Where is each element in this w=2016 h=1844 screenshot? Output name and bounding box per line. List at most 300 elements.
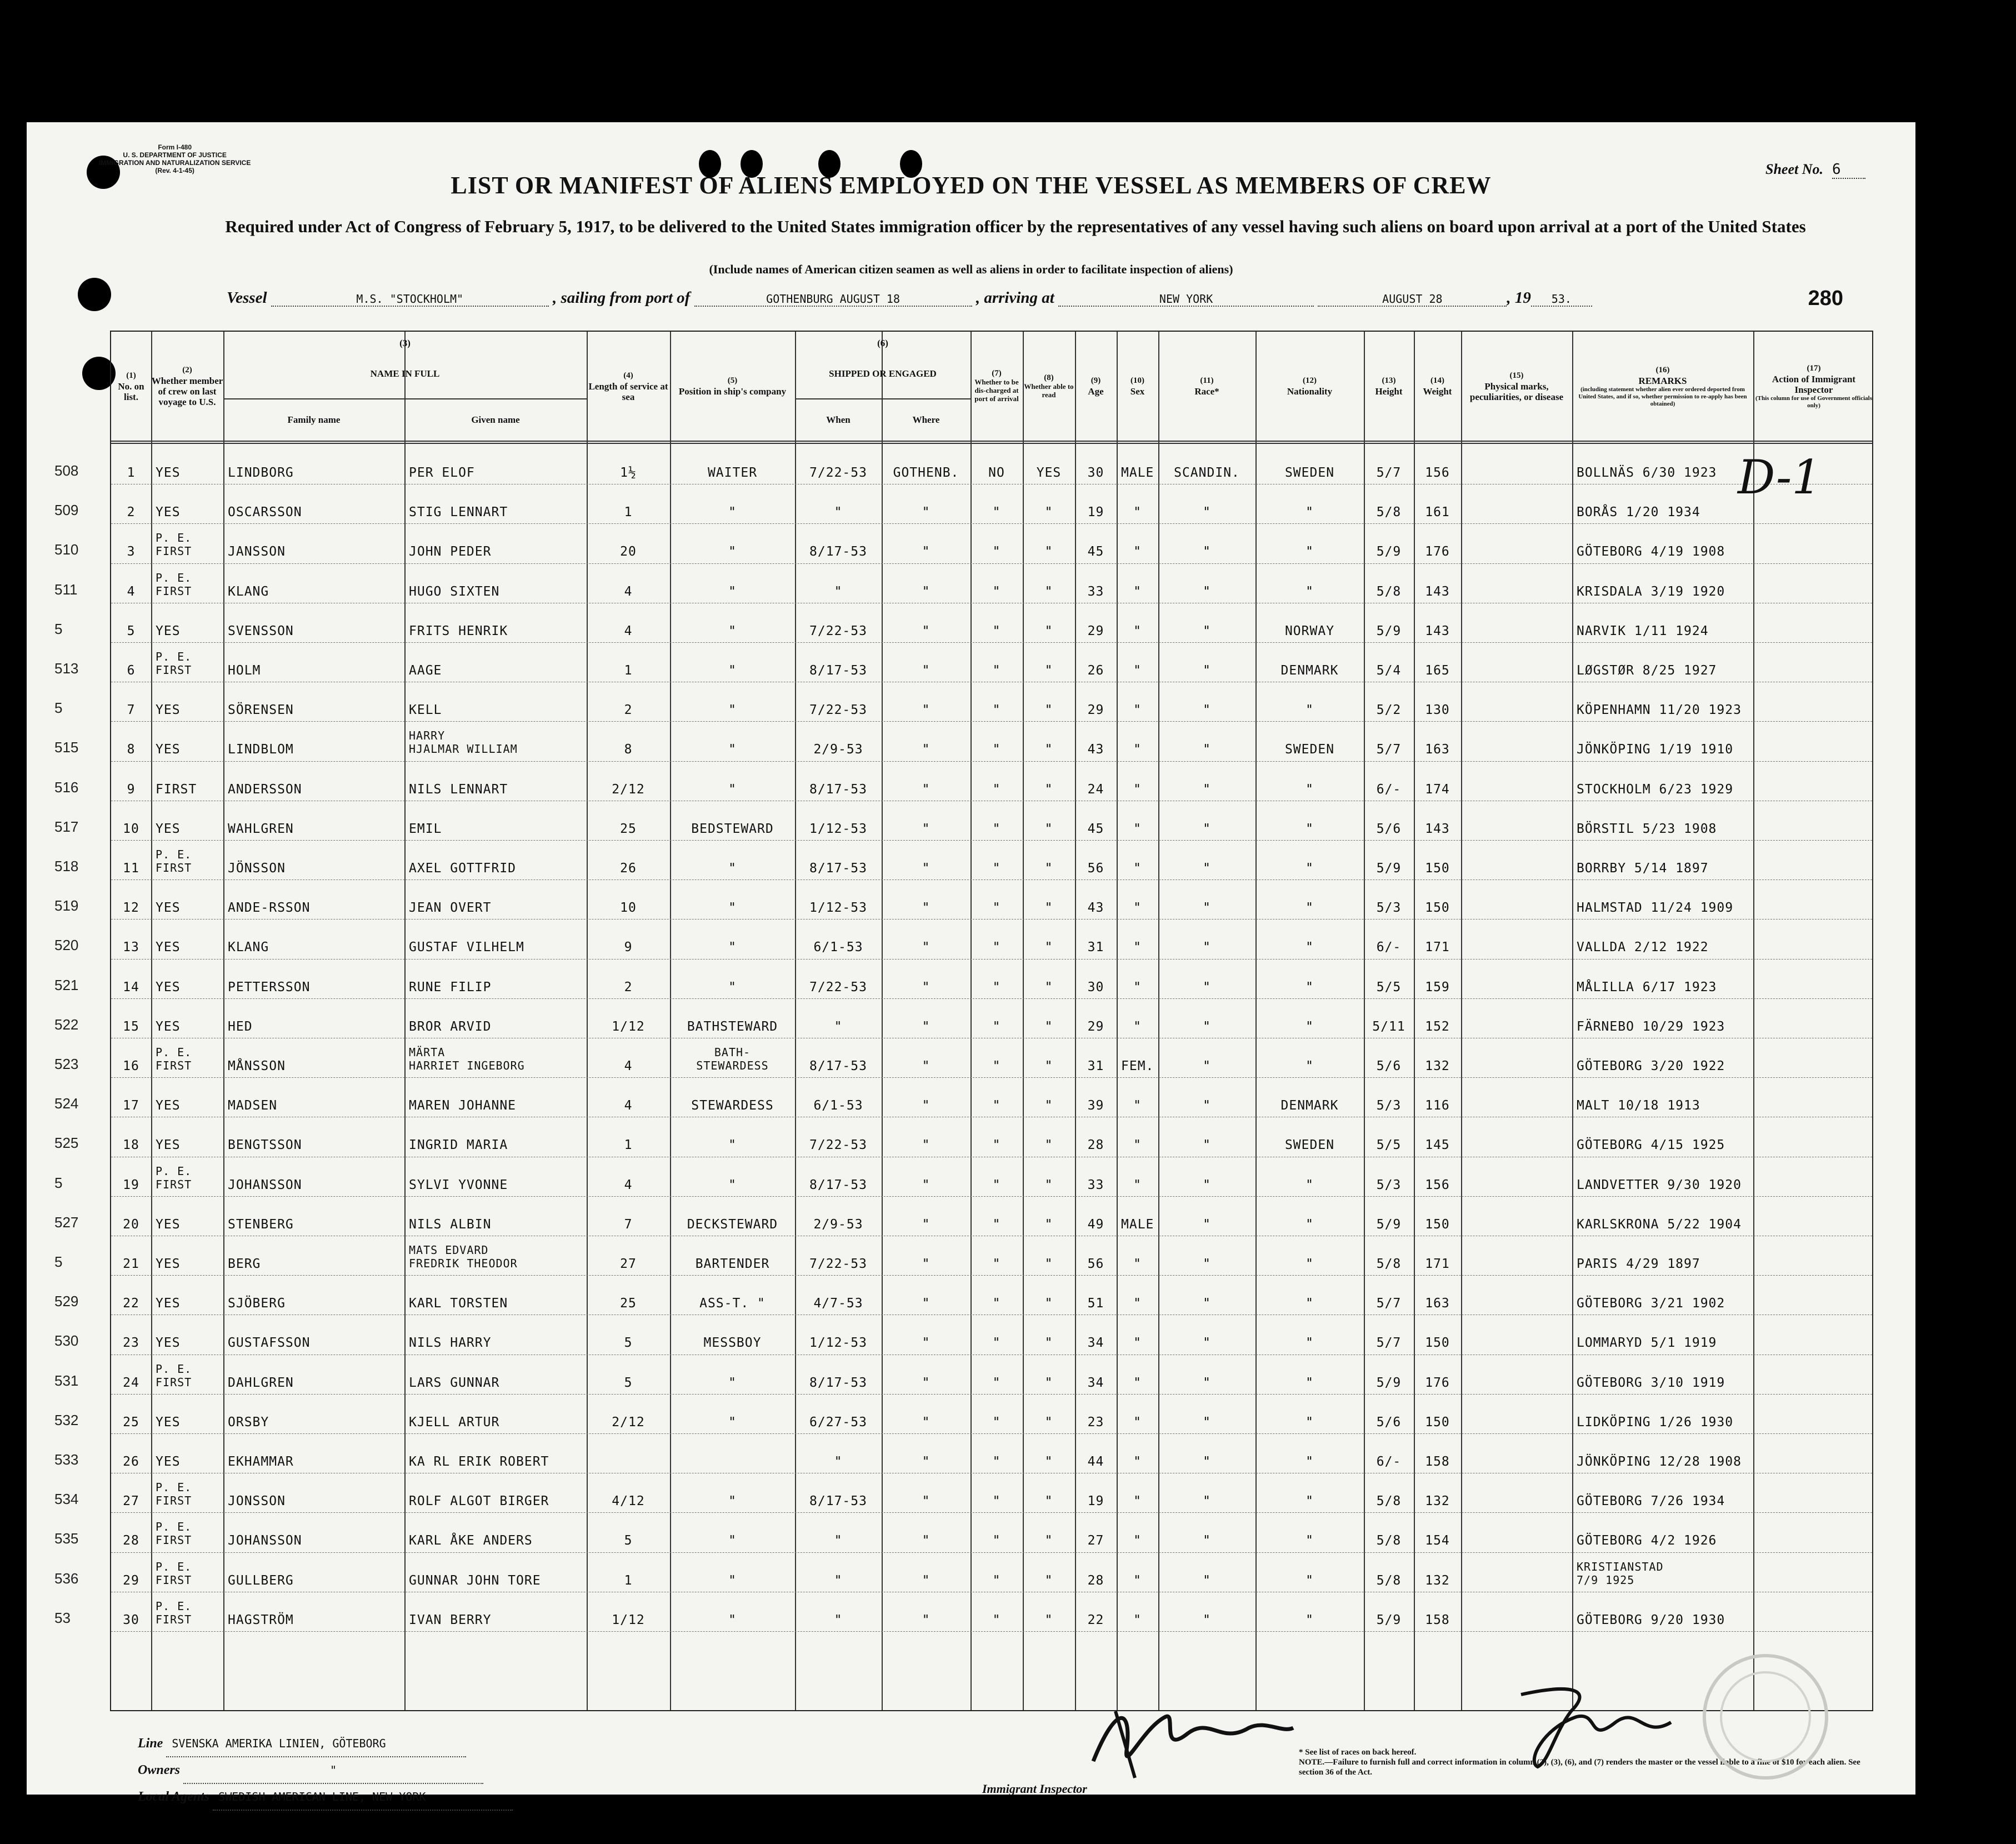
- cell-race: ": [1203, 1455, 1211, 1469]
- cell-no: 17: [123, 1098, 139, 1113]
- cell-dis: ": [992, 1257, 1001, 1271]
- margin-number: 520: [54, 937, 79, 954]
- cell-where: ": [922, 1217, 931, 1232]
- margin-number: 53: [54, 1609, 71, 1626]
- cell-ht: 5/5: [1376, 1138, 1402, 1153]
- cell-pos: ": [728, 623, 737, 638]
- cell-no: 7: [127, 703, 136, 718]
- cell-race: ": [1203, 821, 1211, 836]
- cell-nat: ": [1305, 1217, 1314, 1232]
- cell-nat: ": [1305, 1296, 1314, 1311]
- cell-wt: 161: [1425, 505, 1450, 520]
- cell-wt: 143: [1425, 821, 1450, 836]
- table-row: [111, 960, 1872, 1000]
- cell-age: 49: [1087, 1217, 1104, 1232]
- cell-sex: ": [1133, 703, 1142, 718]
- cell-rem: KÖPENHAMN 11/20 1923: [1577, 703, 1742, 718]
- cell-read: ": [1044, 505, 1053, 520]
- cell-where: ": [922, 623, 931, 638]
- cell-given: AXEL GOTTFRID: [409, 861, 517, 876]
- cell-sex: ": [1133, 1019, 1142, 1034]
- cell-where: ": [922, 980, 931, 995]
- cell-sex: ": [1133, 1336, 1142, 1351]
- cell-race: ": [1203, 1375, 1211, 1390]
- cell-when: 7/22-53: [809, 703, 867, 718]
- cell-pos: ": [728, 1177, 737, 1192]
- cell-rem: GÖTEBORG 4/15 1925: [1577, 1138, 1725, 1153]
- cell-where: ": [922, 663, 931, 678]
- cell-len: 4: [624, 1098, 633, 1113]
- cell-where: ": [922, 1138, 931, 1153]
- inspector-signature: [1082, 1695, 1304, 1783]
- cell-age: 43: [1087, 742, 1104, 757]
- cell-ht: 6/-: [1376, 782, 1402, 797]
- cell-crew: YES: [156, 1019, 181, 1034]
- cell-age: 56: [1087, 1257, 1104, 1271]
- cell-rem: STOCKHOLM 6/23 1929: [1577, 782, 1734, 797]
- cell-sex: ": [1133, 544, 1142, 559]
- header-nat: [1255, 332, 1364, 441]
- cell-race: ": [1203, 1573, 1211, 1588]
- cell-when: 2/9-53: [813, 1217, 863, 1232]
- margin-number: 519: [54, 897, 79, 914]
- cell-where: ": [922, 821, 931, 836]
- cell-fam: LINDBLOM: [228, 742, 294, 757]
- cell-rem: KRISTIANSTAD 7/9 1925: [1577, 1560, 1664, 1587]
- cell-nat: SWEDEN: [1284, 466, 1335, 480]
- cell-no: 4: [127, 584, 136, 599]
- cell-dis: ": [992, 1573, 1001, 1588]
- cell-nat: ": [1305, 1375, 1314, 1390]
- cell-race: ": [1203, 623, 1211, 638]
- year-prefix: , 19: [1507, 289, 1531, 307]
- table-row: [111, 802, 1872, 841]
- cell-len: 10: [620, 901, 637, 916]
- cell-pos: ": [728, 861, 737, 876]
- cell-fam: ANDERSSON: [228, 782, 302, 797]
- table-row: [111, 1356, 1872, 1395]
- punch-hole: [78, 278, 111, 311]
- cell-dis: ": [992, 584, 1001, 599]
- cell-no: 10: [123, 821, 139, 836]
- cell-where: ": [922, 1533, 931, 1548]
- cell-ht: 5/2: [1376, 703, 1402, 718]
- table-row: [111, 1553, 1872, 1593]
- cell-ht: 5/4: [1376, 663, 1402, 678]
- margin-number: 531: [54, 1372, 79, 1389]
- cell-race: ": [1203, 1217, 1211, 1232]
- table-row: [111, 485, 1872, 524]
- cell-nat: ": [1305, 1494, 1314, 1509]
- header-name: NAME IN FULL: [370, 368, 440, 379]
- cell-no: 2: [127, 505, 136, 520]
- cell-fam: ANDE-RSSON: [228, 901, 311, 916]
- cell-where: ": [922, 1455, 931, 1469]
- cell-dis: NO: [988, 466, 1005, 480]
- cell-ht: 5/8: [1376, 1573, 1402, 1588]
- cell-dis: ": [992, 505, 1001, 520]
- cell-age: 26: [1087, 663, 1104, 678]
- arriving-label: , arriving at: [976, 289, 1054, 307]
- cell-no: 16: [123, 1059, 139, 1073]
- cell-where: ": [922, 1019, 931, 1034]
- cell-where: ": [922, 1059, 931, 1073]
- cell-crew: YES: [156, 940, 181, 955]
- cell-pos: ": [728, 663, 737, 678]
- cell-crew: YES: [156, 742, 181, 757]
- cell-sex: FEM.: [1121, 1059, 1154, 1073]
- cell-crew: YES: [156, 1455, 181, 1469]
- cell-len: 5: [624, 1533, 633, 1548]
- margin-number: 527: [54, 1213, 79, 1231]
- cell-ht: 5/6: [1376, 1059, 1402, 1073]
- cell-sex: ": [1133, 1415, 1142, 1430]
- cell-wt: 156: [1425, 466, 1450, 480]
- cell-nat: ": [1305, 1573, 1314, 1588]
- cell-read: ": [1044, 1336, 1053, 1351]
- cell-no: 9: [127, 782, 136, 797]
- cell-crew: P. E. FIRST: [156, 571, 192, 598]
- cell-read: ": [1044, 623, 1053, 638]
- cell-dis: ": [992, 940, 1001, 955]
- cell-fam: HED: [228, 1019, 253, 1034]
- table-row: [111, 683, 1872, 722]
- cell-wt: 143: [1425, 623, 1450, 638]
- table-row: [111, 1118, 1872, 1157]
- cell-ht: 6/-: [1376, 1455, 1402, 1469]
- cell-len: 1/12: [612, 1612, 645, 1627]
- cell-fam: SVENSSON: [228, 623, 294, 638]
- cell-no: 24: [123, 1375, 139, 1390]
- margin-number: 534: [54, 1491, 79, 1508]
- cell-nat: ": [1305, 861, 1314, 876]
- cell-nat: DENMARK: [1280, 663, 1339, 678]
- cell-fam: DAHLGREN: [228, 1375, 294, 1390]
- column-number: (13): [1382, 376, 1396, 385]
- cell-ht: 5/9: [1376, 1375, 1402, 1390]
- margin-number: 536: [54, 1570, 79, 1587]
- cell-crew: P. E. FIRST: [156, 1560, 192, 1587]
- cell-where: ": [922, 940, 931, 955]
- margin-number: 529: [54, 1293, 79, 1310]
- table-row: [111, 881, 1872, 920]
- cell-race: ": [1203, 663, 1211, 678]
- cell-fam: KLANG: [228, 940, 269, 955]
- cell-len: 1: [624, 1138, 633, 1153]
- sailing-port: GOTHENBURG AUGUST 18: [694, 292, 972, 307]
- cell-pos: WAITER: [707, 466, 758, 480]
- cell-ht: 6/-: [1376, 940, 1402, 955]
- cell-given: KARL TORSTEN: [409, 1296, 508, 1311]
- cell-pos: ": [728, 584, 737, 599]
- cell-ht: 5/9: [1376, 1217, 1402, 1232]
- cell-crew: P. E. FIRST: [156, 1362, 192, 1389]
- cell-given: ROLF ALGOT BIRGER: [409, 1494, 549, 1509]
- cell-when: ": [834, 1573, 843, 1588]
- cell-rem: HALMSTAD 11/24 1909: [1577, 901, 1734, 916]
- cell-wt: 163: [1425, 1296, 1450, 1311]
- header-name-number: (3): [399, 337, 411, 348]
- cell-nat: ": [1305, 584, 1314, 599]
- cell-ht: 5/6: [1376, 821, 1402, 836]
- cell-where: ": [922, 861, 931, 876]
- cell-len: 2: [624, 703, 633, 718]
- cell-dis: ": [992, 1533, 1001, 1548]
- cell-fam: JONSSON: [228, 1494, 286, 1509]
- cell-race: ": [1203, 901, 1211, 916]
- agents-label: Local Agents: [138, 1790, 210, 1804]
- cell-when: 8/17-53: [809, 782, 867, 797]
- cell-wt: 132: [1425, 1494, 1450, 1509]
- cell-when: 8/17-53: [809, 861, 867, 876]
- cell-when: 8/17-53: [809, 1494, 867, 1509]
- margin-number: 532: [54, 1411, 79, 1428]
- cell-read: ": [1044, 1533, 1053, 1548]
- cell-pos: ": [728, 1138, 737, 1153]
- sheet-value: 6: [1832, 161, 1865, 179]
- cell-given: LARS GUNNAR: [409, 1375, 500, 1390]
- cell-age: 22: [1087, 1612, 1104, 1627]
- cell-crew: YES: [156, 1138, 181, 1153]
- cell-pos: ": [728, 1494, 737, 1509]
- cell-read: ": [1044, 1296, 1053, 1311]
- margin-number: 524: [54, 1095, 79, 1112]
- cell-race: ": [1203, 1336, 1211, 1351]
- cell-wt: 158: [1425, 1455, 1450, 1469]
- cell-race: ": [1203, 1494, 1211, 1509]
- cell-given: NILS ALBIN: [409, 1217, 492, 1232]
- cell-age: 29: [1087, 1019, 1104, 1034]
- cell-pos: ": [728, 544, 737, 559]
- cell-dis: ": [992, 980, 1001, 995]
- cell-dis: ": [992, 1217, 1001, 1232]
- cell-race: ": [1203, 940, 1211, 955]
- cell-when: 4/7-53: [813, 1296, 863, 1311]
- cell-given: MÄRTA HARRIET INGEBORG: [409, 1046, 525, 1072]
- column-title: Position in ship's company: [678, 386, 787, 397]
- cell-age: 29: [1087, 703, 1104, 718]
- cell-no: 8: [127, 742, 136, 757]
- cell-when: ": [834, 584, 843, 599]
- vessel-name: M.S. "STOCKHOLM": [271, 292, 549, 307]
- cell-given: AAGE: [409, 663, 442, 678]
- cell-ht: 5/9: [1376, 861, 1402, 876]
- cell-fam: MADSEN: [228, 1098, 278, 1113]
- column-number: (16): [1655, 365, 1670, 374]
- cell-race: SCANDIN.: [1174, 466, 1240, 480]
- cell-when: 6/1-53: [813, 1098, 863, 1113]
- cell-when: 8/17-53: [809, 663, 867, 678]
- cell-given: HARRY HJALMAR WILLIAM: [409, 729, 518, 756]
- cell-rem: GÖTEBORG 7/26 1934: [1577, 1494, 1725, 1509]
- cell-rem: MALT 10/18 1913: [1577, 1098, 1700, 1113]
- cell-len: 2/12: [612, 782, 645, 797]
- table-row: [111, 1276, 1872, 1316]
- cell-no: 15: [123, 1019, 139, 1034]
- column-number: (8): [1044, 373, 1054, 382]
- cell-where: ": [922, 901, 931, 916]
- page-number: 280: [1808, 287, 1843, 310]
- cell-no: 21: [123, 1257, 139, 1271]
- owners-field: [138, 1757, 513, 1784]
- cell-rem: JÖNKÖPING 12/28 1908: [1577, 1455, 1742, 1469]
- cell-sex: ": [1133, 861, 1142, 876]
- cell-fam: EKHAMMAR: [228, 1455, 294, 1469]
- cell-fam: HOLM: [228, 663, 261, 678]
- cell-ht: 5/9: [1376, 1612, 1402, 1627]
- cell-wt: 116: [1425, 1098, 1450, 1113]
- cell-crew: YES: [156, 623, 181, 638]
- cell-fam: JANSSON: [228, 544, 286, 559]
- cell-where: ": [922, 703, 931, 718]
- column-title: Length of service at sea: [588, 381, 668, 402]
- cell-age: 34: [1087, 1336, 1104, 1351]
- cell-where: ": [922, 742, 931, 757]
- cell-when: 8/17-53: [809, 1177, 867, 1192]
- cell-when: 1/12-53: [809, 1336, 867, 1351]
- cell-race: ": [1203, 742, 1211, 757]
- cell-pos: ": [728, 1533, 737, 1548]
- cell-wt: 143: [1425, 584, 1450, 599]
- cell-crew: YES: [156, 901, 181, 916]
- margin-number: 533: [54, 1451, 79, 1468]
- header-where: Where: [912, 414, 940, 425]
- cell-dis: ": [992, 1019, 1001, 1034]
- cell-read: ": [1044, 1019, 1053, 1034]
- cell-crew: FIRST: [156, 782, 197, 797]
- cell-nat: ": [1305, 703, 1314, 718]
- column-number: (2): [182, 366, 192, 374]
- cell-where: ": [922, 1494, 931, 1509]
- cell-ht: 5/7: [1376, 1296, 1402, 1311]
- line-field: [138, 1731, 513, 1757]
- table-row: [111, 1000, 1872, 1039]
- official-seal: [1693, 1645, 1838, 1789]
- cell-race: ": [1203, 861, 1211, 876]
- header-shipped-number: (6): [877, 337, 888, 348]
- header-sex: [1117, 332, 1158, 441]
- margin-number: 525: [54, 1135, 79, 1152]
- footer: [138, 1731, 513, 1811]
- column-title: Action of Immigrant Inspector: [1772, 373, 1856, 395]
- cell-nat: DENMARK: [1280, 1098, 1339, 1113]
- cell-when: 7/22-53: [809, 466, 867, 480]
- cell-read: ": [1044, 1138, 1053, 1153]
- cell-ht: 5/6: [1376, 1415, 1402, 1430]
- cell-read: ": [1044, 980, 1053, 995]
- table-row: [111, 1395, 1872, 1435]
- margin-number: 518: [54, 858, 79, 874]
- table-row: [111, 1474, 1872, 1513]
- cell-len: 4/12: [612, 1494, 645, 1509]
- table-row: [111, 643, 1872, 683]
- arrival-date: AUGUST 28: [1318, 292, 1507, 307]
- cell-nat: ": [1305, 1415, 1314, 1430]
- table-row: [111, 1197, 1872, 1237]
- owners-value: ": [183, 1757, 483, 1784]
- cell-where: ": [922, 1415, 931, 1430]
- cell-sex: ": [1133, 782, 1142, 797]
- cell-when: 7/22-53: [809, 623, 867, 638]
- cell-fam: SJÖBERG: [228, 1296, 286, 1311]
- margin-number: 510: [54, 541, 79, 558]
- cell-sex: ": [1133, 1494, 1142, 1509]
- cell-given: RUNE FILIP: [409, 980, 492, 995]
- cell-race: ": [1203, 584, 1211, 599]
- cell-crew: YES: [156, 1336, 181, 1351]
- cell-nat: ": [1305, 1019, 1314, 1034]
- cell-pos: ": [728, 1612, 737, 1627]
- cell-race: ": [1203, 1612, 1211, 1627]
- cell-no: 30: [123, 1612, 139, 1627]
- cell-fam: LINDBORG: [228, 466, 294, 480]
- header-wt: [1414, 332, 1461, 441]
- column-number: (9): [1090, 376, 1101, 385]
- cell-wt: 165: [1425, 663, 1450, 678]
- cell-fam: JÖNSSON: [228, 861, 286, 876]
- margin-number: 521: [54, 976, 79, 993]
- form-identifier: [99, 143, 251, 174]
- cell-pos: ": [728, 1573, 737, 1588]
- column-title: Whether member of crew on last voyage to U.S.: [151, 376, 223, 407]
- cell-given: KARL ÅKE ANDERS: [409, 1533, 533, 1548]
- agents-field: [138, 1784, 513, 1811]
- cell-given: STIG LENNART: [409, 505, 508, 520]
- cell-when: ": [834, 1612, 843, 1627]
- table-row: [111, 1513, 1872, 1553]
- cell-age: 31: [1087, 1059, 1104, 1073]
- cell-given: FRITS HENRIK: [409, 623, 508, 638]
- header-read: [1023, 332, 1075, 441]
- column-title: No. on list.: [118, 381, 144, 402]
- cell-dis: ": [992, 1098, 1001, 1113]
- cell-crew: P. E. FIRST: [156, 1164, 192, 1191]
- cell-nat: ": [1305, 1177, 1314, 1192]
- cell-where: ": [922, 1296, 931, 1311]
- cell-len: 4: [624, 1177, 633, 1192]
- column-number: (5): [727, 376, 738, 385]
- cell-race: ": [1203, 1533, 1211, 1548]
- cell-rem: FÄRNEBO 10/29 1923: [1577, 1019, 1725, 1034]
- cell-crew: P. E. FIRST: [156, 1046, 192, 1072]
- cell-when: ": [834, 1019, 843, 1034]
- header-rule: [111, 443, 1872, 444]
- arrival-year: 53.: [1531, 292, 1592, 307]
- cell-pos: BATH- STEWARDESS: [696, 1046, 769, 1072]
- manifest-sheet: [27, 122, 1915, 1804]
- cell-fam: WAHLGREN: [228, 821, 294, 836]
- cell-nat: ": [1305, 1455, 1314, 1469]
- cell-ht: 5/7: [1376, 1336, 1402, 1351]
- cell-dis: ": [992, 1336, 1001, 1351]
- cell-wt: 171: [1425, 1257, 1450, 1271]
- cell-where: ": [922, 584, 931, 599]
- cell-no: 12: [123, 901, 139, 916]
- cell-crew: YES: [156, 1257, 181, 1271]
- cell-given: KELL: [409, 703, 442, 718]
- cell-sex: ": [1133, 901, 1142, 916]
- cell-race: ": [1203, 1177, 1211, 1192]
- cell-len: 20: [620, 544, 637, 559]
- sheet-label: Sheet No.: [1765, 161, 1823, 177]
- cell-no: 28: [123, 1533, 139, 1548]
- cell-where: ": [922, 1177, 931, 1192]
- header-rule: [111, 441, 1872, 442]
- table-row: [111, 1435, 1872, 1474]
- cell-read: ": [1044, 544, 1053, 559]
- cell-crew: P. E. FIRST: [156, 1520, 192, 1547]
- cell-when: 6/1-53: [813, 940, 863, 955]
